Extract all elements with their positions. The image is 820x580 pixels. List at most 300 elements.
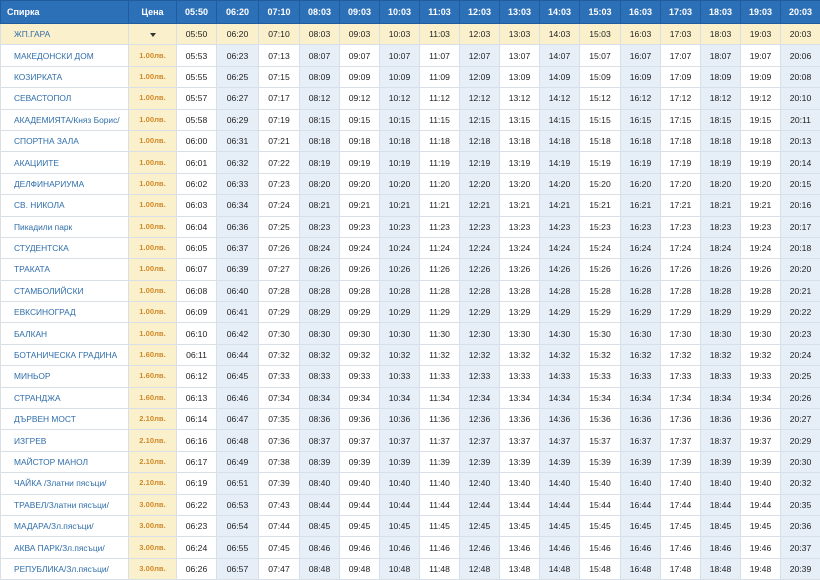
time-cell: 17:19 bbox=[661, 152, 701, 173]
time-cell: 09:40 bbox=[340, 473, 380, 494]
time-cell: 06:00 bbox=[177, 130, 217, 151]
time-cell: 18:36 bbox=[701, 409, 741, 430]
time-cell: 06:12 bbox=[177, 366, 217, 387]
time-cell: 16:48 bbox=[621, 558, 661, 579]
time-cell: 18:26 bbox=[701, 259, 741, 280]
time-cell: 16:39 bbox=[621, 451, 661, 472]
stop-name[interactable]: БОТАНИЧЕСКА ГРАДИНА bbox=[1, 344, 129, 365]
time-cell: 09:29 bbox=[340, 302, 380, 323]
time-cell: 07:44 bbox=[259, 515, 300, 536]
time-cell: 07:38 bbox=[259, 451, 300, 472]
time-cell: 06:33 bbox=[217, 173, 259, 194]
price-cell: 1.00лв. bbox=[129, 88, 177, 109]
time-cell: 12:48 bbox=[460, 558, 500, 579]
price-dropdown[interactable] bbox=[129, 24, 177, 45]
time-cell: 09:32 bbox=[340, 344, 380, 365]
stop-name[interactable]: СТУДЕНТСКА bbox=[1, 237, 129, 258]
time-cell: 10:19 bbox=[380, 152, 420, 173]
time-cell: 06:34 bbox=[217, 195, 259, 216]
column-header-time: 20:03 bbox=[781, 1, 820, 24]
stop-name[interactable]: СПОРТНА ЗАЛА bbox=[1, 130, 129, 151]
time-cell: 12:28 bbox=[460, 280, 500, 301]
time-cell: 19:03 bbox=[741, 24, 781, 45]
time-cell: 13:07 bbox=[500, 45, 540, 66]
time-cell: 08:39 bbox=[300, 451, 340, 472]
stop-name[interactable]: СЕВАСТОПОЛ bbox=[1, 88, 129, 109]
time-cell: 08:21 bbox=[300, 195, 340, 216]
time-cell: 20:32 bbox=[781, 473, 820, 494]
time-cell: 15:26 bbox=[580, 259, 621, 280]
time-cell: 06:23 bbox=[177, 515, 217, 536]
time-cell: 20:20 bbox=[781, 259, 820, 280]
time-cell: 14:15 bbox=[540, 109, 580, 130]
time-cell: 06:02 bbox=[177, 173, 217, 194]
time-cell: 14:39 bbox=[540, 451, 580, 472]
time-cell: 07:22 bbox=[259, 152, 300, 173]
column-header-time: 07:10 bbox=[259, 1, 300, 24]
time-cell: 07:32 bbox=[259, 344, 300, 365]
time-cell: 17:20 bbox=[661, 173, 701, 194]
time-cell: 06:11 bbox=[177, 344, 217, 365]
time-cell: 06:09 bbox=[177, 302, 217, 323]
price-cell: 1.00лв. bbox=[129, 109, 177, 130]
time-cell: 19:26 bbox=[741, 259, 781, 280]
time-cell: 17:45 bbox=[661, 515, 701, 536]
time-cell: 14:28 bbox=[540, 280, 580, 301]
time-cell: 10:46 bbox=[380, 537, 420, 558]
stop-name[interactable]: АКВА ПАРК/Зл.пясъци/ bbox=[1, 537, 129, 558]
time-cell: 14:32 bbox=[540, 344, 580, 365]
time-cell: 18:33 bbox=[701, 366, 741, 387]
time-cell: 06:17 bbox=[177, 451, 217, 472]
stop-name[interactable]: КОЗИРКАТА bbox=[1, 66, 129, 87]
time-cell: 17:46 bbox=[661, 537, 701, 558]
time-cell: 06:25 bbox=[217, 66, 259, 87]
time-cell: 15:40 bbox=[580, 473, 621, 494]
time-cell: 08:26 bbox=[300, 259, 340, 280]
time-cell: 15:39 bbox=[580, 451, 621, 472]
table-row bbox=[1, 173, 820, 194]
table-row bbox=[1, 259, 820, 280]
table-row bbox=[1, 494, 820, 515]
table-row bbox=[1, 45, 820, 66]
time-cell: 10:03 bbox=[380, 24, 420, 45]
time-cell: 06:26 bbox=[177, 558, 217, 579]
time-cell: 16:07 bbox=[621, 45, 661, 66]
time-cell: 20:36 bbox=[781, 515, 820, 536]
stop-name[interactable]: ТРАВЕЛ/Златни пясъци/ bbox=[1, 494, 129, 515]
stop-name[interactable]: МАДАРА/Зл.пясъци/ bbox=[1, 515, 129, 536]
time-cell: 14:34 bbox=[540, 387, 580, 408]
time-cell: 15:30 bbox=[580, 323, 621, 344]
time-cell: 18:44 bbox=[701, 494, 741, 515]
stop-name[interactable]: ДЕЛФИНАРИУМА bbox=[1, 173, 129, 194]
time-cell: 11:40 bbox=[420, 473, 460, 494]
column-header-time: 05:50 bbox=[177, 1, 217, 24]
table-row bbox=[1, 195, 820, 216]
time-cell: 09:19 bbox=[340, 152, 380, 173]
time-cell: 20:27 bbox=[781, 409, 820, 430]
time-cell: 13:44 bbox=[500, 494, 540, 515]
stop-name[interactable]: ЖП.ГАРА bbox=[1, 24, 129, 45]
time-cell: 07:19 bbox=[259, 109, 300, 130]
time-cell: 17:23 bbox=[661, 216, 701, 237]
time-cell: 20:06 bbox=[781, 45, 820, 66]
time-cell: 12:20 bbox=[460, 173, 500, 194]
stop-name[interactable]: ТРАКАТА bbox=[1, 259, 129, 280]
stop-name[interactable]: Пикадили парк bbox=[1, 216, 129, 237]
time-cell: 11:29 bbox=[420, 302, 460, 323]
time-cell: 20:26 bbox=[781, 387, 820, 408]
time-cell: 06:42 bbox=[217, 323, 259, 344]
time-cell: 08:37 bbox=[300, 430, 340, 451]
time-cell: 10:33 bbox=[380, 366, 420, 387]
time-cell: 19:34 bbox=[741, 387, 781, 408]
time-cell: 07:47 bbox=[259, 558, 300, 579]
time-cell: 14:46 bbox=[540, 537, 580, 558]
column-header-time: 12:03 bbox=[460, 1, 500, 24]
time-cell: 07:39 bbox=[259, 473, 300, 494]
time-cell: 18:39 bbox=[701, 451, 741, 472]
stop-name[interactable]: МАЙСТОР МАНОЛ bbox=[1, 451, 129, 472]
time-cell: 15:44 bbox=[580, 494, 621, 515]
stop-name[interactable]: РЕПУБЛИКА/Зл.пясъци/ bbox=[1, 558, 129, 579]
stop-name[interactable]: СТРАНДЖА bbox=[1, 387, 129, 408]
time-cell: 08:19 bbox=[300, 152, 340, 173]
time-cell: 06:10 bbox=[177, 323, 217, 344]
time-cell: 08:29 bbox=[300, 302, 340, 323]
time-cell: 16:23 bbox=[621, 216, 661, 237]
time-cell: 12:29 bbox=[460, 302, 500, 323]
time-cell: 06:48 bbox=[217, 430, 259, 451]
table-row bbox=[1, 473, 820, 494]
time-cell: 12:26 bbox=[460, 259, 500, 280]
time-cell: 07:35 bbox=[259, 409, 300, 430]
time-cell: 10:29 bbox=[380, 302, 420, 323]
time-cell: 08:45 bbox=[300, 515, 340, 536]
price-cell: 2.10лв. bbox=[129, 409, 177, 430]
time-cell: 06:57 bbox=[217, 558, 259, 579]
time-cell: 11:48 bbox=[420, 558, 460, 579]
price-cell: 1.00лв. bbox=[129, 45, 177, 66]
time-cell: 10:24 bbox=[380, 237, 420, 258]
time-cell: 06:19 bbox=[177, 473, 217, 494]
time-cell: 19:46 bbox=[741, 537, 781, 558]
time-cell: 14:24 bbox=[540, 237, 580, 258]
time-cell: 16:44 bbox=[621, 494, 661, 515]
time-cell: 11:15 bbox=[420, 109, 460, 130]
stop-name[interactable]: МАКЕДОНСКИ ДОМ bbox=[1, 45, 129, 66]
time-cell: 16:30 bbox=[621, 323, 661, 344]
time-cell: 08:12 bbox=[300, 88, 340, 109]
time-cell: 19:28 bbox=[741, 280, 781, 301]
time-cell: 19:39 bbox=[741, 451, 781, 472]
stop-name[interactable]: ЧАЙКА /Златни пясъци/ bbox=[1, 473, 129, 494]
time-cell: 06:27 bbox=[217, 88, 259, 109]
time-cell: 18:15 bbox=[701, 109, 741, 130]
time-cell: 08:09 bbox=[300, 66, 340, 87]
time-cell: 15:24 bbox=[580, 237, 621, 258]
time-cell: 20:25 bbox=[781, 366, 820, 387]
time-cell: 10:34 bbox=[380, 387, 420, 408]
time-cell: 05:57 bbox=[177, 88, 217, 109]
price-cell: 1.00лв. bbox=[129, 173, 177, 194]
time-cell: 14:23 bbox=[540, 216, 580, 237]
time-cell: 06:01 bbox=[177, 152, 217, 173]
time-cell: 19:20 bbox=[741, 173, 781, 194]
time-cell: 15:12 bbox=[580, 88, 621, 109]
time-cell: 20:39 bbox=[781, 558, 820, 579]
time-cell: 08:07 bbox=[300, 45, 340, 66]
chevron-down-icon[interactable] bbox=[150, 33, 156, 37]
time-cell: 20:37 bbox=[781, 537, 820, 558]
time-cell: 20:11 bbox=[781, 109, 820, 130]
time-cell: 18:24 bbox=[701, 237, 741, 258]
time-cell: 18:20 bbox=[701, 173, 741, 194]
time-cell: 06:20 bbox=[217, 24, 259, 45]
time-cell: 09:23 bbox=[340, 216, 380, 237]
time-cell: 16:46 bbox=[621, 537, 661, 558]
time-cell: 07:23 bbox=[259, 173, 300, 194]
time-cell: 17:28 bbox=[661, 280, 701, 301]
time-cell: 13:18 bbox=[500, 130, 540, 151]
time-cell: 19:32 bbox=[741, 344, 781, 365]
table-row bbox=[1, 152, 820, 173]
time-cell: 06:49 bbox=[217, 451, 259, 472]
stop-name[interactable]: МИНЬОР bbox=[1, 366, 129, 387]
time-cell: 12:18 bbox=[460, 130, 500, 151]
time-cell: 20:21 bbox=[781, 280, 820, 301]
time-cell: 10:07 bbox=[380, 45, 420, 66]
time-cell: 06:23 bbox=[217, 45, 259, 66]
time-cell: 14:03 bbox=[540, 24, 580, 45]
time-cell: 14:09 bbox=[540, 66, 580, 87]
time-cell: 20:23 bbox=[781, 323, 820, 344]
time-cell: 09:37 bbox=[340, 430, 380, 451]
time-cell: 20:18 bbox=[781, 237, 820, 258]
time-cell: 08:48 bbox=[300, 558, 340, 579]
time-cell: 16:45 bbox=[621, 515, 661, 536]
time-cell: 06:44 bbox=[217, 344, 259, 365]
table-row bbox=[1, 237, 820, 258]
time-cell: 05:58 bbox=[177, 109, 217, 130]
time-cell: 13:29 bbox=[500, 302, 540, 323]
time-cell: 18:19 bbox=[701, 152, 741, 173]
time-cell: 12:21 bbox=[460, 195, 500, 216]
time-cell: 20:24 bbox=[781, 344, 820, 365]
time-cell: 20:30 bbox=[781, 451, 820, 472]
time-cell: 09:44 bbox=[340, 494, 380, 515]
time-cell: 10:39 bbox=[380, 451, 420, 472]
time-cell: 07:10 bbox=[259, 24, 300, 45]
price-cell: 3.00лв. bbox=[129, 494, 177, 515]
time-cell: 17:15 bbox=[661, 109, 701, 130]
time-cell: 09:20 bbox=[340, 173, 380, 194]
time-cell: 11:24 bbox=[420, 237, 460, 258]
time-cell: 19:23 bbox=[741, 216, 781, 237]
time-cell: 07:25 bbox=[259, 216, 300, 237]
time-cell: 06:14 bbox=[177, 409, 217, 430]
time-cell: 12:39 bbox=[460, 451, 500, 472]
time-cell: 15:18 bbox=[580, 130, 621, 151]
time-cell: 07:27 bbox=[259, 259, 300, 280]
time-cell: 13:40 bbox=[500, 473, 540, 494]
time-cell: 10:28 bbox=[380, 280, 420, 301]
time-cell: 15:19 bbox=[580, 152, 621, 173]
time-cell: 19:21 bbox=[741, 195, 781, 216]
time-cell: 12:09 bbox=[460, 66, 500, 87]
time-cell: 15:23 bbox=[580, 216, 621, 237]
time-cell: 08:18 bbox=[300, 130, 340, 151]
time-cell: 19:44 bbox=[741, 494, 781, 515]
stop-name[interactable]: СВ. НИКОЛА bbox=[1, 195, 129, 216]
price-cell: 1.60лв. bbox=[129, 366, 177, 387]
time-cell: 20:13 bbox=[781, 130, 820, 151]
time-cell: 07:13 bbox=[259, 45, 300, 66]
time-cell: 13:26 bbox=[500, 259, 540, 280]
time-cell: 12:36 bbox=[460, 409, 500, 430]
time-cell: 08:20 bbox=[300, 173, 340, 194]
column-header-time: 14:03 bbox=[540, 1, 580, 24]
stop-name[interactable]: БАЛКАН bbox=[1, 323, 129, 344]
time-cell: 08:34 bbox=[300, 387, 340, 408]
time-cell: 16:36 bbox=[621, 409, 661, 430]
time-cell: 08:36 bbox=[300, 409, 340, 430]
time-cell: 06:32 bbox=[217, 152, 259, 173]
time-cell: 18:46 bbox=[701, 537, 741, 558]
time-cell: 10:09 bbox=[380, 66, 420, 87]
time-cell: 17:26 bbox=[661, 259, 701, 280]
time-cell: 17:09 bbox=[661, 66, 701, 87]
time-cell: 06:36 bbox=[217, 216, 259, 237]
table-row bbox=[1, 451, 820, 472]
time-cell: 06:39 bbox=[217, 259, 259, 280]
time-cell: 15:46 bbox=[580, 537, 621, 558]
time-cell: 11:44 bbox=[420, 494, 460, 515]
time-cell: 17:37 bbox=[661, 430, 701, 451]
stop-name[interactable]: АКАЦИИТЕ bbox=[1, 152, 129, 173]
time-cell: 17:44 bbox=[661, 494, 701, 515]
time-cell: 14:48 bbox=[540, 558, 580, 579]
time-cell: 12:37 bbox=[460, 430, 500, 451]
stop-name[interactable]: СТАМБОЛИЙСКИ bbox=[1, 280, 129, 301]
time-cell: 20:35 bbox=[781, 494, 820, 515]
time-cell: 10:23 bbox=[380, 216, 420, 237]
time-cell: 12:44 bbox=[460, 494, 500, 515]
time-cell: 11:34 bbox=[420, 387, 460, 408]
time-cell: 15:15 bbox=[580, 109, 621, 130]
time-cell: 17:39 bbox=[661, 451, 701, 472]
column-header-time: 10:03 bbox=[380, 1, 420, 24]
time-cell: 09:26 bbox=[340, 259, 380, 280]
time-cell: 17:24 bbox=[661, 237, 701, 258]
time-cell: 14:45 bbox=[540, 515, 580, 536]
time-cell: 10:12 bbox=[380, 88, 420, 109]
column-header-time: 09:03 bbox=[340, 1, 380, 24]
time-cell: 15:37 bbox=[580, 430, 621, 451]
time-cell: 16:28 bbox=[621, 280, 661, 301]
time-cell: 18:30 bbox=[701, 323, 741, 344]
time-cell: 15:36 bbox=[580, 409, 621, 430]
table-row bbox=[1, 558, 820, 579]
table-header-row bbox=[1, 1, 820, 24]
time-cell: 16:26 bbox=[621, 259, 661, 280]
table-row-first-stop[interactable] bbox=[1, 24, 820, 45]
time-cell: 11:07 bbox=[420, 45, 460, 66]
time-cell: 18:29 bbox=[701, 302, 741, 323]
time-cell: 09:07 bbox=[340, 45, 380, 66]
time-cell: 07:24 bbox=[259, 195, 300, 216]
time-cell: 07:29 bbox=[259, 302, 300, 323]
time-cell: 08:33 bbox=[300, 366, 340, 387]
time-cell: 06:47 bbox=[217, 409, 259, 430]
table-row bbox=[1, 280, 820, 301]
stop-name[interactable]: ЕВКСИНОГРАД bbox=[1, 302, 129, 323]
time-cell: 11:20 bbox=[420, 173, 460, 194]
time-cell: 08:24 bbox=[300, 237, 340, 258]
time-cell: 13:09 bbox=[500, 66, 540, 87]
time-cell: 13:20 bbox=[500, 173, 540, 194]
time-cell: 06:41 bbox=[217, 302, 259, 323]
time-cell: 06:13 bbox=[177, 387, 217, 408]
time-cell: 12:34 bbox=[460, 387, 500, 408]
time-cell: 14:20 bbox=[540, 173, 580, 194]
stop-name[interactable]: ДЪРВЕН МОСТ bbox=[1, 409, 129, 430]
time-cell: 14:18 bbox=[540, 130, 580, 151]
time-cell: 12:46 bbox=[460, 537, 500, 558]
time-cell: 15:32 bbox=[580, 344, 621, 365]
time-cell: 11:32 bbox=[420, 344, 460, 365]
time-cell: 10:32 bbox=[380, 344, 420, 365]
column-header-time: 11:03 bbox=[420, 1, 460, 24]
time-cell: 07:43 bbox=[259, 494, 300, 515]
time-cell: 16:40 bbox=[621, 473, 661, 494]
table-row bbox=[1, 515, 820, 536]
time-cell: 12:40 bbox=[460, 473, 500, 494]
price-cell: 2.10лв. bbox=[129, 451, 177, 472]
time-cell: 19:29 bbox=[741, 302, 781, 323]
table-row bbox=[1, 302, 820, 323]
time-cell: 20:16 bbox=[781, 195, 820, 216]
price-cell: 3.00лв. bbox=[129, 558, 177, 579]
time-cell: 10:20 bbox=[380, 173, 420, 194]
time-cell: 17:18 bbox=[661, 130, 701, 151]
time-cell: 09:21 bbox=[340, 195, 380, 216]
time-cell: 14:21 bbox=[540, 195, 580, 216]
time-cell: 06:45 bbox=[217, 366, 259, 387]
time-cell: 17:33 bbox=[661, 366, 701, 387]
time-cell: 10:44 bbox=[380, 494, 420, 515]
time-cell: 12:32 bbox=[460, 344, 500, 365]
time-cell: 14:30 bbox=[540, 323, 580, 344]
time-cell: 19:45 bbox=[741, 515, 781, 536]
stop-name[interactable]: АКАДЕМИЯТА/Княз Борис/ bbox=[1, 109, 129, 130]
time-cell: 15:28 bbox=[580, 280, 621, 301]
time-cell: 09:09 bbox=[340, 66, 380, 87]
time-cell: 13:37 bbox=[500, 430, 540, 451]
time-cell: 06:05 bbox=[177, 237, 217, 258]
table-row bbox=[1, 409, 820, 430]
time-cell: 07:21 bbox=[259, 130, 300, 151]
table-row bbox=[1, 366, 820, 387]
stop-name[interactable]: ИЗГРЕВ bbox=[1, 430, 129, 451]
column-header-time: 17:03 bbox=[661, 1, 701, 24]
time-cell: 08:40 bbox=[300, 473, 340, 494]
time-cell: 15:45 bbox=[580, 515, 621, 536]
time-cell: 06:37 bbox=[217, 237, 259, 258]
time-cell: 19:18 bbox=[741, 130, 781, 151]
time-cell: 16:34 bbox=[621, 387, 661, 408]
